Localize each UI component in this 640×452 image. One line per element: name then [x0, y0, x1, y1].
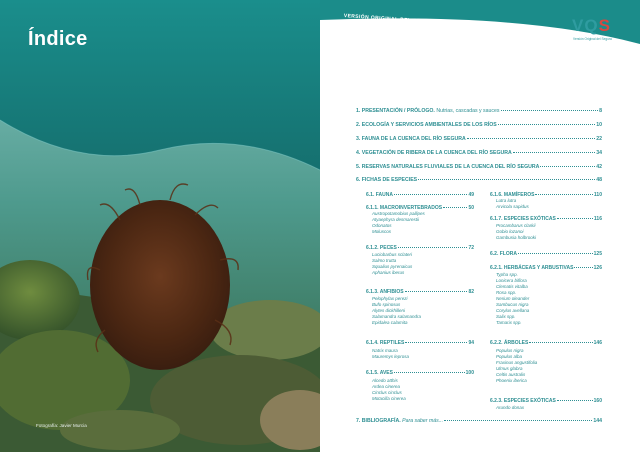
toc-entry-3[interactable]: 3. FAUNA DE LA CUENCA DEL RÍO SEGURA 22: [356, 136, 602, 142]
species-item: Mauremys leprosa: [372, 354, 410, 359]
toc-sub-reptiles[interactable]: 6.1.4. REPTILES 94: [366, 340, 474, 346]
photo-credit: Fotografía: Javier Murcia: [36, 423, 87, 428]
species-item: Fraxinus angustifolia: [496, 360, 538, 365]
toc-entry-5[interactable]: 5. RESERVAS NATURALES FLUVIALES DE LA CUENCA DEL RÍO SEGURA 42: [356, 164, 602, 170]
species-item: Celtis australis: [496, 372, 526, 377]
toc-entry-6[interactable]: 6. FICHAS DE ESPECIES 48: [356, 177, 602, 183]
toc-sub-fauna[interactable]: 6.1. FAUNA 49: [366, 192, 474, 198]
species-item: Ardea cinerea: [372, 384, 401, 389]
toc-entry-4[interactable]: 4. VEGETACIÓN DE RIBERA DE LA CUENCA DEL RÍO SEGURA 34: [356, 150, 602, 156]
species-item: Tamarix spp.: [496, 320, 522, 325]
species-item: Bufo spinosus: [372, 302, 401, 307]
species-item: Cinclus cinclus: [372, 390, 402, 395]
species-item: Corylus avellana: [496, 308, 530, 313]
species-item: Moluscos: [372, 229, 392, 234]
species-item: Lutra lutra: [496, 198, 517, 203]
species-item: Natrix maura: [372, 348, 398, 353]
species-item: Aphanius iberus: [372, 270, 405, 275]
toc-sub-peces[interactable]: 6.1.2. PECES 72: [366, 245, 474, 251]
toc-sub-anfibios[interactable]: 6.1.3. ANFIBIOS 82: [366, 289, 474, 295]
species-item: Motacilla cinerea: [372, 396, 406, 401]
species-item: Clematis vitalba: [496, 284, 528, 289]
species-item: Arundo donax: [496, 405, 525, 410]
species-item: Nerium oleander: [496, 296, 530, 301]
species-item: Rosa spp.: [496, 290, 517, 295]
toc-sub-exoticas-flora[interactable]: 6.2.3. ESPECIES EXÓTICAS 160: [490, 398, 602, 404]
species-item: Luciobarbus sclateri: [372, 252, 413, 257]
toc-sub-macroinvertebrados[interactable]: 6.1.1. MACROINVERTEBRADOS 50: [366, 205, 474, 211]
species-item: Atyaephyra desmarestii: [372, 217, 420, 222]
header-label: VERSIÓN ORIGINAL DEL SEGURA: [343, 13, 437, 26]
species-item: Epidalea calamita: [372, 320, 408, 325]
species-item: Pelophylax perezi: [372, 296, 408, 301]
toc-entry-2[interactable]: 2. ECOLOGÍA Y SERVICIOS AMBIENTALES DE LOS RÍOS 10: [356, 122, 602, 128]
species-item: Typha spp.: [496, 272, 518, 277]
species-item: Gambusia holbrooki: [496, 235, 537, 240]
species-item: Phoenix iberica: [496, 378, 527, 383]
species-item: Populus nigra: [496, 348, 524, 353]
species-item: Salmo trutta: [372, 258, 397, 263]
vos-logo: VQS Versión Original del Segura: [572, 16, 612, 41]
toc-entry-7[interactable]: 7. BIBLIOGRAFÍA. Para saber más... 144: [356, 418, 602, 424]
toc-sub-flora[interactable]: 6.2. FLORA 125: [490, 251, 602, 257]
species-item: Arvicola sapidus: [496, 204, 529, 209]
species-item: Alcedo atthis: [372, 378, 398, 383]
species-item: Alytes dickhilleni: [372, 308, 406, 313]
species-item: Gobio lozanoi: [496, 229, 524, 234]
right-page: [320, 0, 640, 452]
toc-sub-herbaceas[interactable]: 6.2.1. HERBÁCEAS Y ARBUSTIVAS 126: [490, 265, 602, 271]
toc-sub-arboles[interactable]: 6.2.2. ÁRBOLES 146: [490, 340, 602, 346]
toc-sub-mamiferos[interactable]: 6.1.6. MAMÍFEROS 110: [490, 192, 602, 198]
species-item: Austropotamobius pallipes: [372, 211, 425, 216]
toc-sub-exoticas-fauna[interactable]: 6.1.7. ESPECIES EXÓTICAS 116: [490, 216, 602, 222]
species-item: Sambucus nigra: [496, 302, 529, 307]
toc-entry-1[interactable]: 1. PRESENTACIÓN / PRÓLOGO. Nutrias, cascadas y sauces 8: [356, 108, 602, 114]
species-item: Odonatos: [372, 223, 392, 228]
species-item: Salamandra salamandra: [372, 314, 422, 319]
page-title: Índice: [28, 28, 88, 50]
species-item: Populus alba: [496, 354, 523, 359]
species-item: Ulmus glabra: [496, 366, 523, 371]
toc-sub-aves[interactable]: 6.1.5. AVES 100: [366, 370, 474, 376]
species-item: Procambarus clarkii: [496, 223, 536, 228]
species-item: Lonicera biflora: [496, 278, 527, 283]
species-item: Squalius pyrenaicus: [372, 264, 413, 269]
species-item: Salix spp.: [496, 314, 516, 319]
